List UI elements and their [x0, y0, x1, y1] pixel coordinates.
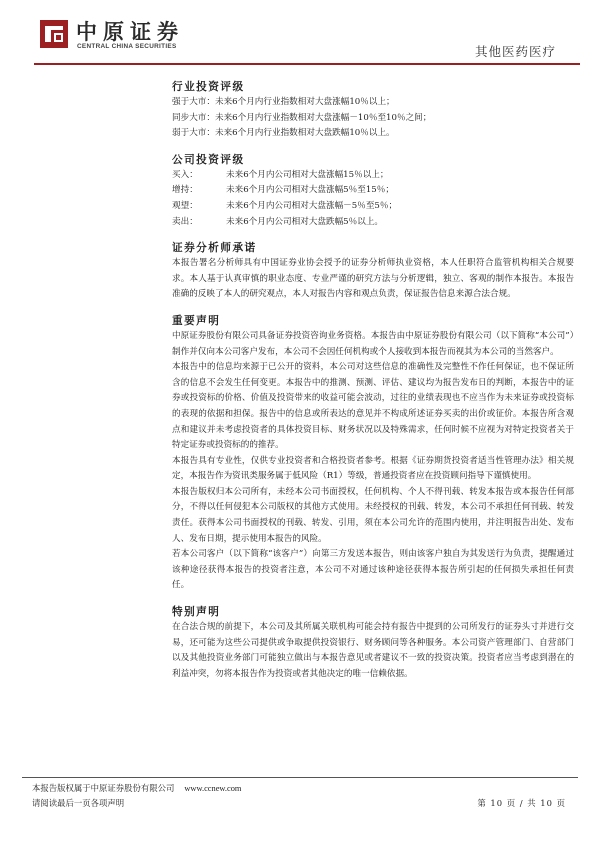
important-notice-paragraph: 若本公司客户（以下简称“该客户”）向第三方发送本报告，则由该客户独自为其发送行为负责，提醒通过该种途径获得本报告的投资者注意，本公司不对通过该种途径获得本报告所引起的任何损失承担任何责任。	[172, 549, 574, 591]
rating-text: 未来6个月内公司相对大盘涨幅5％至15％；	[226, 185, 394, 196]
footer-copyright-line	[32, 782, 241, 794]
industry-rating-title: 行业投资评级	[172, 81, 245, 93]
report-category: 其他医药医疗	[474, 44, 556, 59]
company-rating-item	[172, 168, 574, 184]
footer-url-link[interactable]: www.ccnew.com	[184, 784, 242, 793]
industry-rating-item: 弱于大市：未来6个月内行业指数相对大盘跌幅10％以上。	[172, 128, 395, 139]
page-header	[0, 0, 596, 68]
footer-notice: 请阅读最后一页各项声明	[32, 798, 125, 808]
page-content	[172, 79, 574, 682]
industry-rating-item: 强于大市：未来6个月内行业指数相对大盘涨幅10％以上；	[172, 97, 395, 107]
header-divider	[34, 63, 580, 65]
special-notice-text: 在合法合规的前提下，本公司及其所属关联机构可能会持有报告中提到的公司所发行的证券头寸并进行交易，还可能为这些公司提供或争取提供投资银行、财务顾问等各种服务。本公司资产管理部门、自营部门以及其他投资业务部门可能独立做出与本报告意见或者建议不一致的投资决策。投资者应当考虑到潜在的利益冲突，勿将本报告作为投资或者其他决定的唯一信赖依据。	[172, 622, 574, 679]
industry-rating-item: 同步大市：未来6个月内行业指数相对大盘涨幅－10％至10％之间；	[172, 112, 432, 123]
logo-text-cn: 中原证券	[76, 20, 184, 44]
important-notice-paragraph: 中原证券股份有限公司具备证券投资咨询业务资格。本报告由中原证券股份有限公司（以下简称“本公司”）制作并仅向本公司客户发布，本公司不会因任何机构或个人接收到本报告而视其为本公司的当然客户。	[172, 330, 574, 357]
rating-label: 增持：	[172, 185, 198, 196]
rating-text: 未来6个月内公司相对大盘跌幅5％以上。	[226, 216, 384, 227]
analyst-commitment-text: 本报告署名分析师具有中国证券业协会授予的证券分析师执业资格，本人任职符合监管机构相关合规要求。本人基于认真审慎的职业态度、专业严谨的研究方法与分析逻辑，独立、客观的制作本报告。本报告准确的反映了本人的研究观点，本人对报告内容和观点负责，保证报告信息来源合法合规。	[172, 258, 574, 300]
footer-copyright: 本报告版权属于中原证券股份有限公司	[32, 783, 175, 793]
company-rating-item	[172, 183, 574, 199]
special-notice-title: 特别声明	[172, 606, 221, 619]
logo-text-en: CENTRAL CHINA SECURITIES	[77, 43, 177, 50]
important-notice-title: 重要声明	[172, 314, 221, 327]
page-number: 第 10 页 / 共 10 页	[477, 798, 566, 808]
company-rating-item	[172, 215, 574, 231]
rating-label: 买入：	[172, 169, 198, 180]
rating-text: 未来6个月内公司相对大盘涨幅15％以上；	[226, 169, 389, 180]
footer-divider	[22, 777, 578, 778]
rating-text: 未来6个月内公司相对大盘涨幅－5％至5％；	[226, 200, 398, 211]
analyst-commitment-title: 证券分析师承诺	[172, 242, 257, 255]
important-notice-paragraph: 本报告版权归本公司所有，未经本公司书面授权，任何机构、个人不得刊载、转发本报告或本报告任何部分，不得以任何侵犯本公司版权的其他方式使用。未经授权的刊载、转发，本公司不承担任何刊载、转发责任。获得本公司书面授权的刊载、转发、引用，须在本公司允许的范围内使用，并注明报告出处、发布人、发布日期，提示使用本报告的风险。	[172, 486, 574, 544]
important-notice-paragraph: 本报告中的信息均来源于已公开的资料，本公司对这些信息的准确性及完整性不作任何保证，也不保证所含的信息不会发生任何变更。本报告中的推测、预测、评估、建议均为报告发布日的判断，本报告中的证券或投资标的价格、价值及投资带来的收益可能会波动，过往的业绩表现也不应当作为未来证券或投资标的表现的依据和担保。报告中的信息或所表达的意见并不构成所述证券买卖的出价或征价。本报告所含观点和建议并未考虑投资者的具体投资目标、财务状况以及特殊需求，任何时候不应视为对特定投资者关于特定证券或投资标的的推荐。	[172, 362, 574, 451]
company-rating-item	[172, 199, 574, 215]
important-notice-paragraph: 本报告具有专业性，仅供专业投资者和合格投资者参考。根据《证券期货投资者适当性管理办法》相关规定，本报告作为资讯类服务属于低风险（R1）等级，普通投资者应在投资顾问指导下谨慎使用。	[172, 455, 574, 482]
company-rating-title: 公司投资评级	[172, 153, 245, 166]
rating-label: 观望：	[172, 200, 198, 211]
rating-label: 卖出：	[172, 216, 198, 227]
logo-icon	[40, 20, 68, 48]
